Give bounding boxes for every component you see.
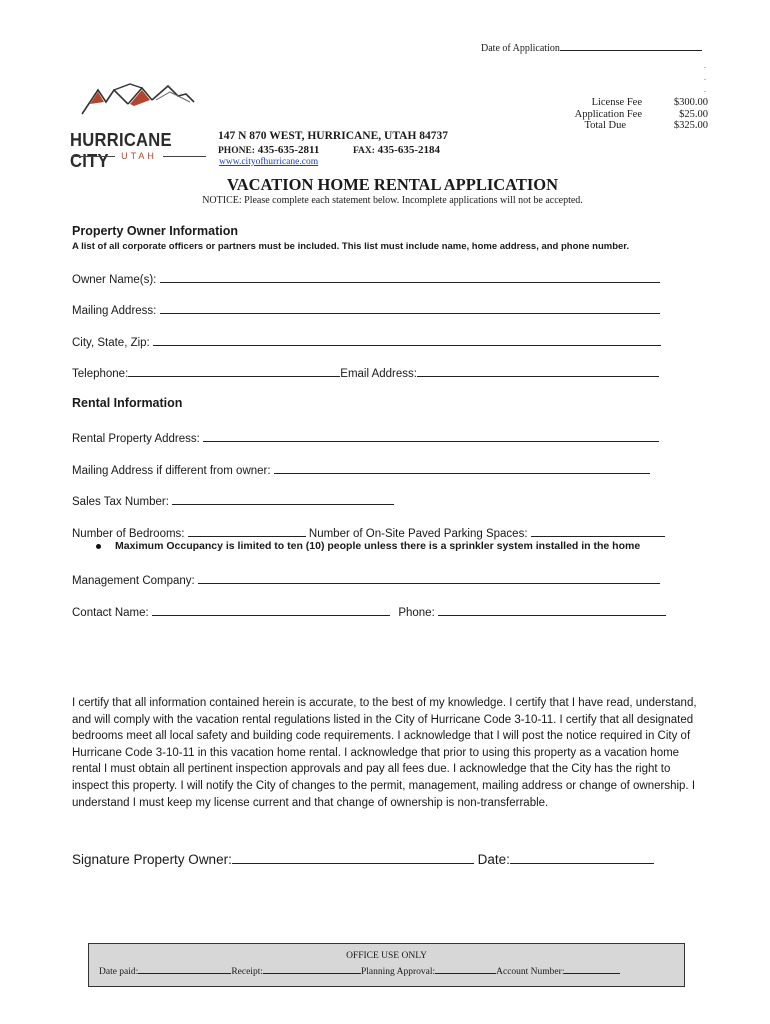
- fax-number: 435-635-2184: [377, 144, 440, 156]
- mailing-if-different-row: [72, 460, 650, 477]
- bedrooms-parking-row: [72, 523, 665, 540]
- signature-label: Signature Property Owner:: [72, 852, 232, 867]
- city-state-zip-field[interactable]: [153, 332, 661, 346]
- parking-label: Number of On-Site Paved Parking Spaces:: [308, 528, 528, 540]
- mailing-address-field[interactable]: [160, 300, 660, 314]
- planning-approval-label: Planning Approval:: [360, 967, 436, 977]
- occupancy-note-row: [96, 540, 640, 552]
- logo-state-row: [72, 151, 206, 161]
- date-of-application-field[interactable]: [560, 40, 702, 51]
- certification-text: I certify that all information contained herein is accurate, to the best of my knowledge. I certify that I have read, understand, and will comply with the vacation rental regulations listed in the City of Hurricane Code 3-10-11. I certify that all designated bedrooms meet all local safety and building code requirements. I acknowledge that I will post the notice required in City of Hurricane Code 3-10-11 in this vacation home rental. I acknowledge that prior to using this property as a vacation home rental I must obtain all pertinent inspection approvals and pay all fees due. I acknowledge that the City has the right to inspect this property. I will notify the City of changes to the permit, management, mailing address or change of ownership. I understand I must keep my license current and that change of ownership is non-transferrable.: [72, 697, 697, 809]
- rental-address-field[interactable]: [203, 428, 659, 442]
- address-street: 147 N 870 WEST, HURRICANE, UTAH 84737: [218, 130, 449, 142]
- margin-marks: . . .: [704, 61, 706, 94]
- date-of-application-label: Date of Application: [481, 43, 560, 54]
- fee-labels: [560, 97, 642, 132]
- logo-name: HURRICANE CITY: [70, 130, 172, 171]
- rental-address-label: Rental Property Address:: [72, 433, 200, 445]
- parking-field[interactable]: [531, 523, 665, 537]
- signature-field[interactable]: [232, 848, 474, 864]
- owner-names-field[interactable]: [160, 269, 660, 283]
- application-fee-label: Application Fee: [574, 108, 642, 120]
- logo-rule-right: [163, 156, 206, 157]
- email-label: Email Address:: [340, 368, 417, 380]
- email-field[interactable]: [417, 363, 659, 377]
- management-row: [72, 570, 660, 587]
- date-paid-label: Date paid:: [99, 967, 139, 977]
- management-label: Management Company:: [72, 575, 195, 587]
- signature-row: [72, 848, 654, 867]
- license-fee-label: License Fee: [591, 97, 642, 108]
- office-use-fields: [99, 964, 620, 977]
- occupancy-note: Maximum Occupancy is limited to ten (10) people unless there is a sprinkler system installed in the home: [115, 540, 641, 552]
- receipt-field[interactable]: [263, 964, 361, 974]
- notice-text: NOTICE: Please complete each statement below. Incomplete applications will not be accepted.: [202, 195, 583, 206]
- total-due-label: Total Due: [584, 120, 626, 131]
- owner-names-row: [72, 269, 660, 286]
- owner-section-subheading: A list of all corporate officers or partners must be included. This list must include name, home address, and phone number.: [72, 241, 630, 252]
- license-fee-amount: $300.00: [673, 97, 708, 108]
- city-state-zip-row: [72, 332, 661, 349]
- signature-date-label: Date:: [477, 852, 510, 867]
- mountain-logo-icon: [70, 82, 210, 132]
- sales-tax-field[interactable]: [172, 491, 394, 505]
- date-of-application-row: [481, 40, 702, 54]
- signature-date-field[interactable]: [510, 848, 654, 864]
- page-title: VACATION HOME RENTAL APPLICATION: [226, 175, 559, 194]
- hurricane-city-logo: [70, 82, 210, 171]
- contact-field[interactable]: [152, 602, 390, 616]
- logo-state: UTAH: [121, 151, 157, 161]
- receipt-label: Receipt:: [231, 967, 263, 977]
- fee-amounts: [652, 97, 708, 132]
- owner-names-label: Owner Name(s):: [72, 274, 157, 286]
- account-number-field[interactable]: [564, 964, 620, 974]
- fax-label: FAX:: [352, 146, 375, 156]
- phone-number: 435-635-2811: [257, 144, 320, 156]
- address-contact-row: [218, 144, 440, 156]
- bedrooms-field[interactable]: [188, 523, 306, 537]
- mailing-if-different-field[interactable]: [274, 460, 650, 474]
- telephone-field[interactable]: [128, 363, 340, 377]
- planning-approval-field[interactable]: [435, 964, 496, 974]
- rental-phone-label: Phone:: [398, 607, 435, 619]
- rental-section-heading: Rental Information: [72, 396, 183, 410]
- mailing-address-row: [72, 300, 660, 317]
- logo-rule-left: [72, 156, 115, 157]
- sales-tax-row: [72, 491, 394, 508]
- contact-label: Contact Name:: [72, 607, 149, 619]
- contact-phone-row: [72, 602, 666, 619]
- city-state-zip-label: City, State, Zip:: [72, 337, 150, 349]
- management-field[interactable]: [198, 570, 660, 584]
- bedrooms-label: Number of Bedrooms:: [72, 528, 185, 540]
- telephone-label: Telephone:: [72, 368, 129, 380]
- application-fee-amount: $25.00: [679, 108, 708, 120]
- sales-tax-label: Sales Tax Number:: [72, 496, 169, 508]
- bullet-icon: [96, 544, 101, 549]
- owner-section-heading: Property Owner Information: [72, 224, 238, 238]
- website-link[interactable]: www.cityofhurricane.com: [219, 157, 319, 167]
- date-paid-field[interactable]: [138, 964, 231, 974]
- total-due-amount: $325.00: [673, 120, 708, 131]
- telephone-email-row: [72, 363, 659, 380]
- rental-address-row: [72, 428, 659, 445]
- rental-phone-field[interactable]: [438, 602, 666, 616]
- mailing-if-different-label: Mailing Address if different from owner:: [72, 465, 271, 477]
- account-number-label: Account Number:: [496, 967, 565, 977]
- phone-label: PHONE:: [218, 146, 255, 156]
- mailing-address-label: Mailing Address:: [72, 305, 157, 317]
- office-use-title: OFFICE USE ONLY: [346, 951, 427, 961]
- office-use-box: [88, 943, 685, 987]
